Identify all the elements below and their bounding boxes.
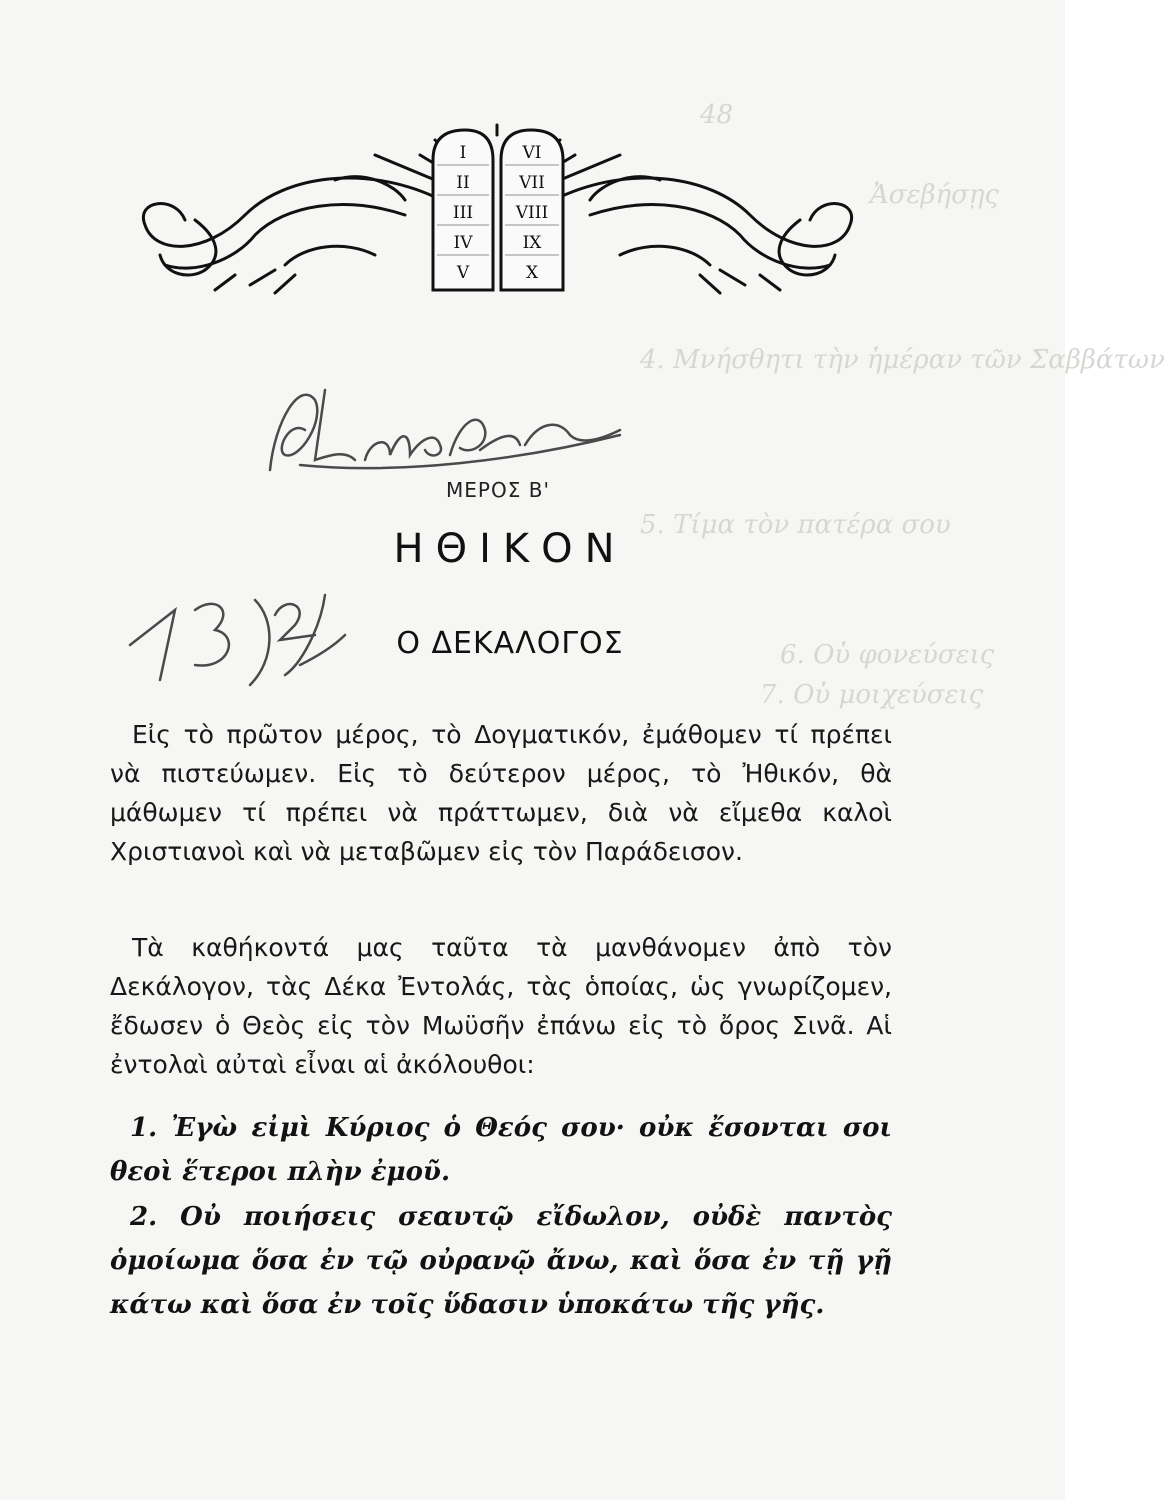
- bleed-through-text: 5. Τίμα τὸν πατέρα σου: [640, 510, 951, 540]
- tablet-numeral: II: [456, 173, 470, 193]
- tablet-numeral: IX: [522, 233, 542, 253]
- tablet-numeral: VI: [522, 143, 542, 163]
- bleed-through-text: 7. Οὐ μοιχεύσεις: [760, 680, 984, 710]
- handwritten-number-13: [130, 604, 229, 680]
- bleed-through-text: Ἀσεβήσῃς: [870, 180, 999, 210]
- tablets-ornament: [135, 125, 860, 305]
- bleed-through-text: 48: [700, 100, 734, 130]
- chapter-title: Ο ΔΕΚΑΛΟΓΟΣ: [396, 626, 624, 661]
- handwritten-number-2: [275, 595, 345, 675]
- tablet-numeral: X: [525, 263, 539, 283]
- bleed-through-text: 4. Μνήσθητι τὴν ἡμέραν τῶν Σαββάτων: [640, 345, 1165, 375]
- tablet-numeral: I: [459, 143, 467, 163]
- body-paragraph: Τὰ καθήκοντά μας ταῦτα τὰ μανθάνομεν ἀπὸ τὸν Δεκάλογον, τὰς Δέκα Ἐντολάς, τὰς ὁποίας, ὡς γνωρίζομεν, ἔδωσεν ὁ Θεὸς εἰς τὸν Μωϋσῆν ἐπάνω εἰς τὸ ὄρος Σινᾶ. Αἱ ἐντολαὶ αὐταὶ εἶναι αἱ ἀκόλουθοι:: [110, 933, 892, 1079]
- handwritten-signature: [270, 395, 317, 470]
- tablet-numeral: III: [452, 203, 474, 223]
- tablet-numeral: IV: [453, 233, 473, 253]
- commandment-item: 1. Ἐγὼ εἰμὶ Κύριος ὁ Θεός σου· οὐκ ἔσονται σοι θεοὶ ἕτεροι πλὴν ἐμοῦ.: [110, 1113, 892, 1187]
- tablet-numeral: VII: [519, 173, 545, 193]
- part-label: ΜΕΡΟΣ Β': [446, 478, 550, 502]
- bleed-through-text: 6. Οὐ φονεύσεις: [780, 640, 995, 670]
- commandment-item: 2. Οὐ ποιήσεις σεαυτῷ εἴδωλον, οὐδὲ παντὸς ὁμοίωμα ὅσα ἐν τῷ οὐρανῷ ἄνω, καὶ ὅσα ἐν τῇ γῇ κάτω καὶ ὅσα ἐν τοῖς ὕδασιν ὑποκάτω τῆς γῆς.: [110, 1202, 892, 1320]
- part-title: ΗΘΙΚΟΝ: [393, 526, 627, 572]
- body-paragraph: Εἰς τὸ πρῶτον μέρος, τὸ Δογματικόν, ἐμάθομεν τί πρέπει νὰ πιστεύωμεν. Εἰς τὸ δεύτερον μέρος, τὸ Ἠθικόν, θὰ μάθωμεν τί πρέπει νὰ πράττωμεν, διὰ νὰ εἴμεθα καλοὶ Χριστιανοὶ καὶ νὰ μεταβῶμεν εἰς τὸν Παράδεισον.: [110, 720, 892, 866]
- tablet-numeral: V: [456, 263, 470, 283]
- tablet-numeral: VIII: [515, 203, 549, 223]
